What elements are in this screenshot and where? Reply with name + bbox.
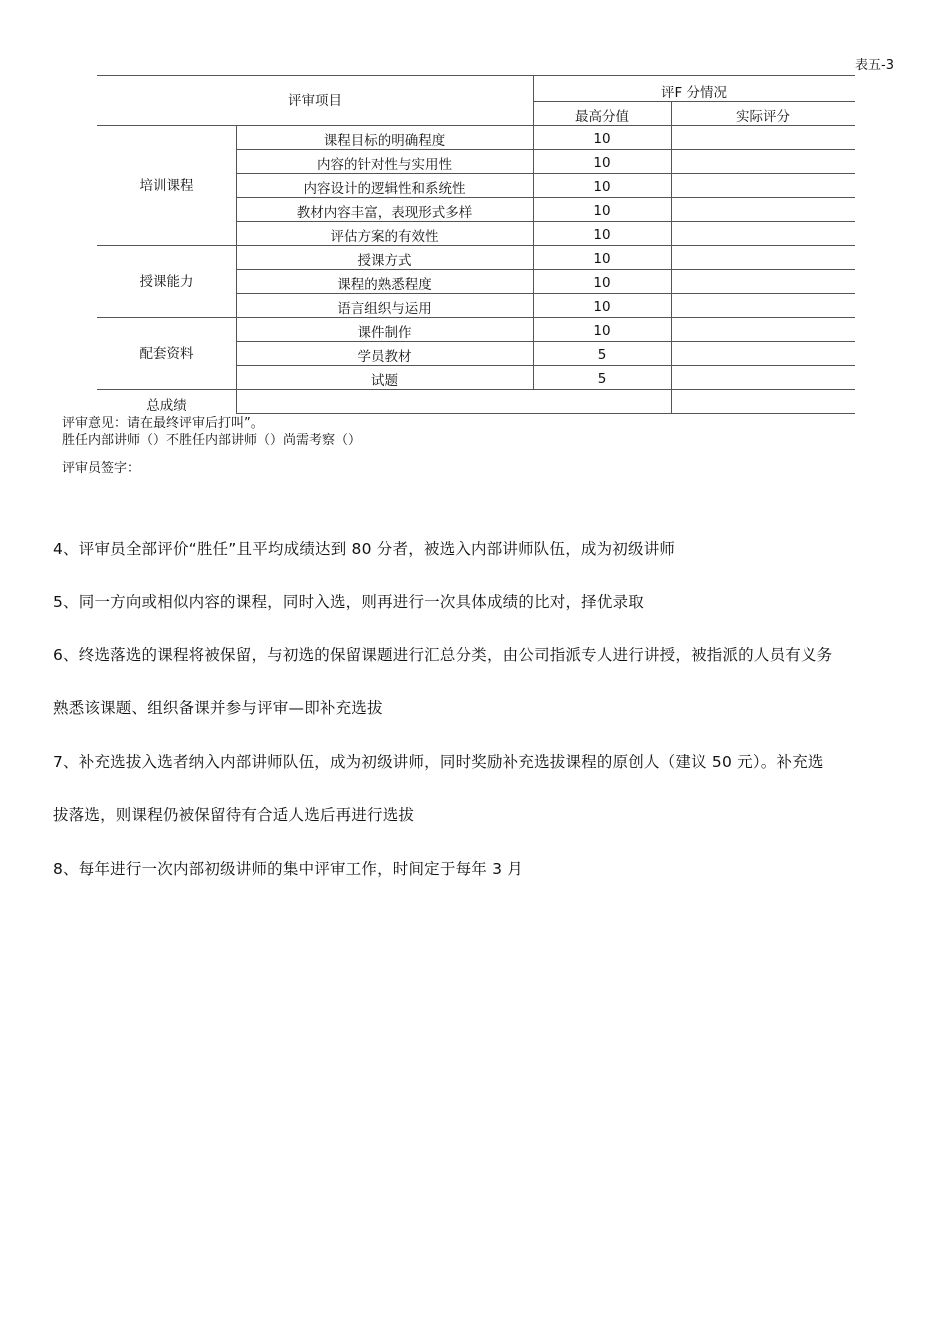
table-row-item: 内容的针对性与实用性	[317, 157, 452, 173]
total-label: 总成绩	[146, 398, 187, 414]
table-row-max: 10	[593, 203, 611, 219]
table-row-item: 评估方案的有效性	[330, 229, 439, 245]
paragraph-6-cont: 熟悉该课题、组织备课并参与评审—即补充选拔	[53, 699, 383, 717]
total-row-top	[97, 389, 855, 390]
table-row-max: 5	[597, 371, 607, 387]
table-row-item: 课程的熟悉程度	[337, 277, 432, 293]
table-row-max: 10	[593, 155, 611, 171]
table-header-bottom	[97, 125, 855, 126]
paragraph-8: 8、每年进行一次内部初级讲师的集中评审工作，时间定于每年 3 月	[53, 860, 523, 878]
header-max-score: 最高分值	[575, 109, 629, 125]
table-row-item: 内容设计的逻辑性和系统性	[303, 181, 466, 197]
table-row-item: 学员教材	[357, 349, 412, 365]
table-row-max: 10	[593, 131, 611, 147]
header-score-group: 评F 分情况	[660, 85, 728, 101]
reviewer-signature: 评审员签字：	[62, 461, 141, 476]
review-options: 胜任内部讲师（）不胜任内部讲师（）尚需考察（）	[62, 433, 362, 448]
table-row-max: 10	[593, 227, 611, 243]
group-label-course: 培训课程	[139, 178, 194, 194]
table-row-max: 5	[597, 347, 607, 363]
paragraph-7: 7、补充选拔入选者纳入内部讲师队伍，成为初级讲师，同时奖励补充选拔课程的原创人（建议 50 元）。补充选	[53, 753, 824, 771]
table-row-max: 10	[593, 323, 611, 339]
table-label: 表五-3	[855, 58, 894, 73]
table-row-item: 课件制作	[357, 325, 412, 341]
table-bottom-border	[236, 413, 855, 414]
table-row-item: 试题	[371, 373, 398, 389]
header-actual-score: 实际评分	[736, 109, 790, 125]
table-row-item: 课程目标的明确程度	[323, 133, 446, 149]
header-item: 评审项目	[288, 93, 342, 109]
table-top-border	[97, 75, 855, 76]
review-opinion: 评审意见：请在最终评审后打叫”。	[62, 416, 264, 431]
paragraph-4: 4、评审员全部评价“胜任”且平均成绩达到 80 分者，被选入内部讲师队伍，成为初级讲师	[53, 540, 676, 558]
group-label-teaching: 授课能力	[139, 274, 194, 290]
paragraph-5: 5、同一方向或相似内容的课程，同时入选，则再进行一次具体成绩的比对，择优录取	[53, 593, 644, 611]
group-label-materials: 配套资料	[139, 346, 194, 362]
table-row-max: 10	[593, 251, 611, 267]
table-row-max: 10	[593, 275, 611, 291]
table-row-max: 10	[593, 299, 611, 315]
group-divider	[97, 317, 855, 318]
table-row-item: 教材内容丰富，表现形式多样	[296, 205, 473, 221]
table-row-item: 语言组织与运用	[337, 301, 432, 317]
table-row-max: 10	[593, 179, 611, 195]
paragraph-6: 6、终选落选的课程将被保留，与初选的保留课题进行汇总分类，由公司指派专人进行讲授，被指派的人员有义务	[53, 646, 833, 664]
table-row-item: 授课方式	[357, 253, 412, 269]
group-divider	[97, 245, 855, 246]
paragraph-7-cont: 拔落选，则课程仍被保留待有合适人选后再进行选拔	[53, 806, 415, 824]
table-header-split	[533, 101, 855, 102]
